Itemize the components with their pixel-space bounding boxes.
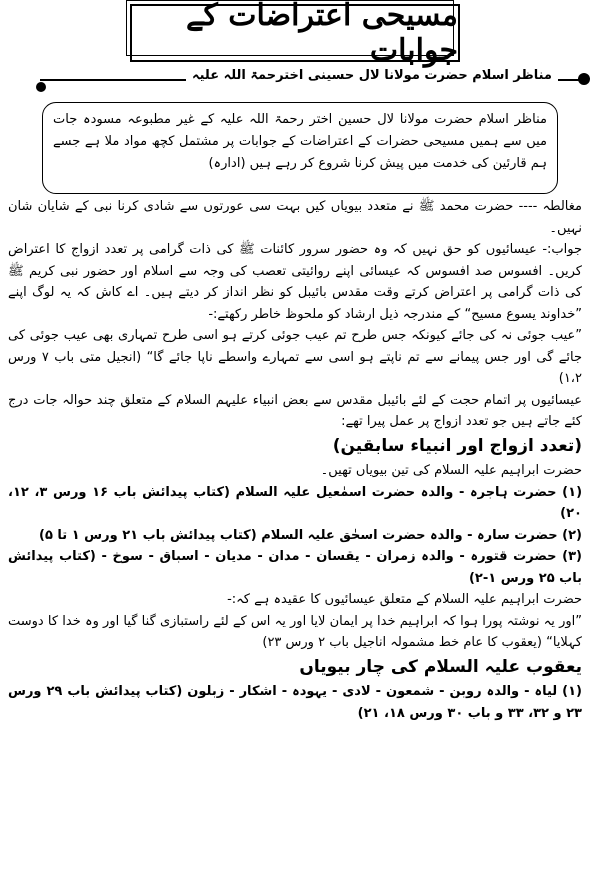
author-byline: مناظر اسلام حضرت مولانا لال حسینی اخترحمۃ اللہ علیہ [186, 68, 558, 83]
quote-paragraph: ”اور یہ نوشتہ پورا ہوا کہ ابراہیم خدا پر ایمان لایا اور یہ اس کے لئے راستبازی گنا گیا اور وہ خدا کا دوست کہلایا“ (یعقوب کا عام خط مشمولہ اناجیل باب ۲ ورس ۲۳) [8, 613, 582, 650]
body-paragraph: حضرت ابراہیم علیہ السلام کے متعلق عیسائیوں کا عقیدہ ہے کہ:- [227, 592, 582, 607]
article-body [8, 196, 582, 724]
body-paragraph: عیسائیوں پر اتمام حجت کے لئے بائیبل مقدس سے بعض انبیاء علیہم السلام کے متعلق چند حوالہ جات درج کئے جاتے ہیں جو تعدد ازواج پر عمل پیرا تھے: [8, 392, 582, 429]
reference-item: (۲) حضرت سارہ - والدہ حضرت اسحٰق علیہ السلام (کتاب پیدائش باب ۲۱ ورس ۱ تا ۵) [39, 527, 582, 543]
quote-paragraph: ”عیب جوئی نہ کی جائے کیونکہ جس طرح تم عیب جوئی کرتے ہو اسی طرح تمہاری بھی عیب جوئی کی جائے گی اور جس پیمانے سے تم ناپتے ہو اسی سے تمہارے واسطے ناپا جائے گا“ (انجیل متی باب ۷ ورس ۱،۲) [8, 328, 582, 386]
reference-item: (۱) لیاہ - والدہ روبن - شمعون - لادی - یہودہ - اشکار - زبلون (کتاب پیدائش باب ۲۹ ورس ۲۳ و ۳۲، ۳۳ و باب ۳۰ ورس ۱۸، ۲۱) [8, 684, 582, 721]
page-title: مسیحی اعتراضات کے جوابات [185, 0, 458, 68]
reference-item: (۱) حضرت ہاجرہ - والدہ حضرت اسمٰعیل علیہ السلام (کتاب پیدائش باب ۱۶ ورس ۳، ۱۲، ۲۰) [8, 484, 583, 521]
title-box [130, 0, 460, 68]
bullet-dot-icon [36, 82, 46, 92]
bullet-dot-icon [578, 73, 590, 85]
section-heading: (تعدد ازواج اور انبیاء سابقین) [332, 435, 582, 456]
reference-item: (۳) حضرت قتورہ - والدہ زمران - یقسان - مدان - مدیان - اسباق - سوخ - (کتاب پیدائش باب ۲۵ ورس ۱-۲) [8, 549, 582, 586]
answer-paragraph: جواب:- عیسائیوں کو حق نہیں کہ وہ حضور سرور کائنات ﷺ کی ذات گرامی پر تعدد ازواج کا اعتراض کریں۔ افسوس صد افسوس کہ عیسائی اپنے روائیتی تعصب کی وجہ سے اسلام اور حضور نبی کریم ﷺ کی ذات گرامی پر اعتراض کرتے وقت مقدس بائیبل کو نظر انداز کر دیتے ہیں۔ اے کاش کہ یہ لوگ اپنے ”خداوند یسوع مسیح“ کے مندرجہ ذیل ارشاد کو ملحوظ خاطر رکھتے:- [8, 242, 582, 322]
editor-note-text: مناظر اسلام حضرت مولانا لال حسین اختر رحمۃ اللہ علیہ کے غیر مطبوعہ مسودہ جات میں سے ہمیں مسیحی حضرات کے اعتراضات کے جوابات پر مشتمل کچھ مواد ملا ہے جسے ہم قارئین کی خدمت میں پیش کرنا شروع کر رہے ہیں (ادارہ) [53, 112, 547, 171]
objection-paragraph: مغالطہ ---- حضرت محمد ﷺ نے متعدد بیویاں کیں بہت سی عورتوں سے شادی کرنا نبی کے شایان شان نہیں۔ [8, 199, 582, 236]
editor-note-box [42, 102, 558, 194]
section-heading: یعقوب علیہ السلام کی چار بیویاں [299, 656, 582, 677]
body-paragraph: حضرت ابراہیم علیہ السلام کی تین بیویاں تھیں۔ [320, 463, 582, 478]
byline [0, 68, 590, 92]
